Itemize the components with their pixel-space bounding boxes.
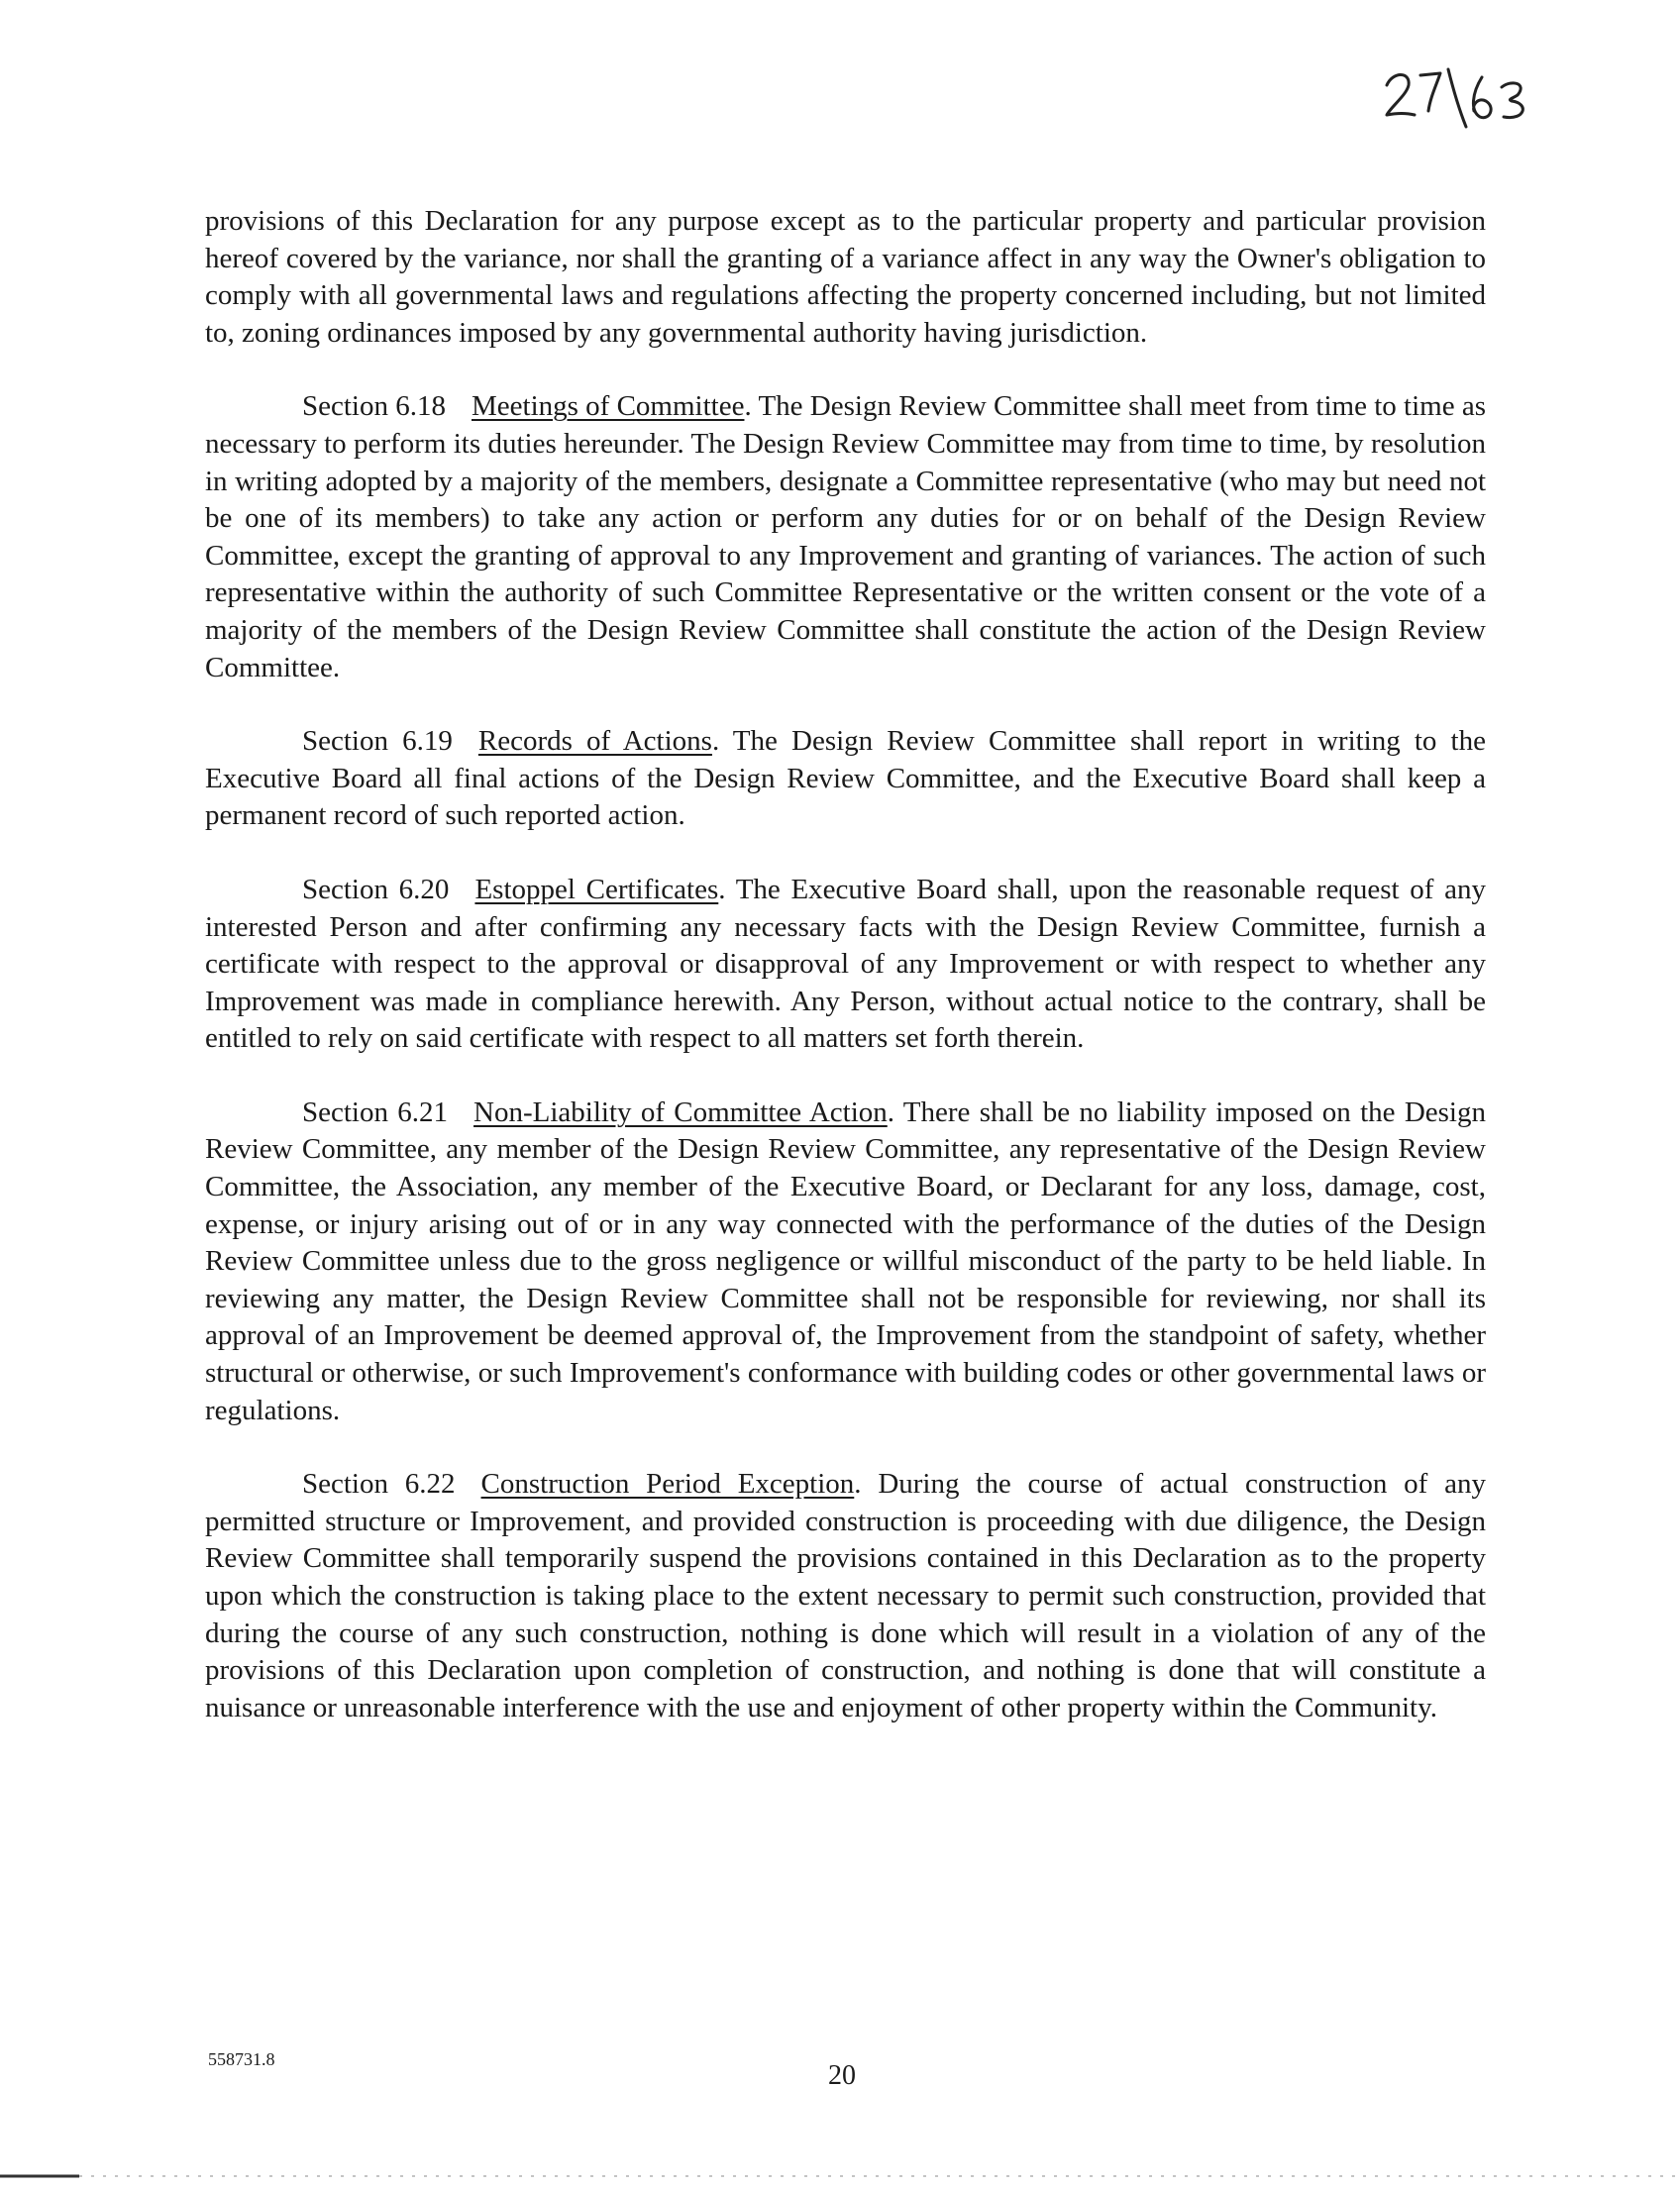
scan-edge-noise [0, 2166, 1680, 2172]
paragraph-text: provisions of this Declaration for any purpose except as to the particular property and particular provision hereof covered by the variance, nor shall the granting of a variance affect in any way the Owner's obligation to comply with all governmental laws and regulations affecting the property concerned including, but not limited to, zoning ordinances imposed by any governmental authority having jurisdiction. [205, 205, 1486, 349]
section-6-21 [205, 1095, 1486, 1429]
section-number: Section 6.19 [302, 725, 453, 758]
section-number: Section 6.22 [302, 1468, 456, 1501]
section-6-20 [205, 872, 1486, 1058]
document-body [205, 203, 1486, 1726]
section-body: . The Design Review Committee shall report in writing to the Executive Board all final actions of the Design Review Committee, and the Executive Board shall keep a permanent record of such reported action. [205, 725, 1486, 832]
section-number: Section 6.20 [302, 873, 450, 905]
section-title: Estoppel Certificates [474, 873, 719, 905]
section-body: . During the course of actual construction of any permitted structure or Improvement, and provided construction is proceeding with due diligence, the Design Review Committee shall temporarily suspend the provisions contained in this Declaration as to the property upon which the construction is taking place to the extent necessary to permit such construction, provided that during the course of any such construction, nothing is done which will result in a violation of any of the provisions of this Declaration upon completion of construction, and nothing is done that will constitute a nuisance or unreasonable interference with the use and enjoyment of other property within the Community. [205, 1468, 1486, 1723]
paragraph-continuation [205, 203, 1486, 352]
section-body: . The Executive Board shall, upon the reasonable request of any interested Person and after confirming any necessary facts with the Design Review Committee, furnish a certificate with respect to the approval or disapproval of any Improvement or with respect to whether any Improvement was made in compliance herewith. Any Person, without actual notice to the contrary, shall be entitled to rely on said certificate with respect to all matters set forth therein. [205, 873, 1486, 1055]
section-title: Records of Actions [477, 725, 712, 758]
footer-page-number: 20 [828, 2060, 856, 2091]
section-6-19 [205, 723, 1486, 835]
section-number: Section 6.18 [302, 390, 446, 423]
section-title: Non-Liability of Committee Action [473, 1096, 888, 1128]
handwriting-icon [1379, 63, 1537, 133]
section-number: Section 6.21 [302, 1096, 449, 1128]
section-body: . The Design Review Committee shall meet from time to time as necessary to perform its duties hereunder. The Design Review Committee may from time to time, by resolution in writing adopted by a majority of the members, designate a Committee representative (who may but need not be one of its members) to take any action or perform any duties for or on behalf of the Design Review Committee, except the granting of approval to any Improvement and granting of variances. The action of such representative within the authority of such Committee Representative or the written consent or the vote of a majority of the members of the Design Review Committee shall constitute the action of the Design Review Committee. [205, 390, 1486, 683]
section-title: Construction Period Exception [480, 1468, 855, 1501]
scan-artifact-icon [0, 2173, 1680, 2179]
section-title: Meetings of Committee [472, 390, 745, 423]
section-body: . There shall be no liability imposed on the Design Review Committee, any member of the Design Review Committee, any representative of the Design Review Committee, the Association, any member of the Executive Board, or Declarant for any loss, damage, cost, expense, or injury arising out of or in any way connected with the performance of the duties of the Design Review Committee unless due to the gross negligence or willful misconduct of the party to be held liable. In reviewing any matter, the Design Review Committee shall not be responsible for reviewing, nor shall its approval of an Improvement be deemed approval of, the Improvement from the standpoint of safety, whether structural or otherwise, or such Improvement's conformance with building codes or other governmental laws or regulations. [205, 1096, 1486, 1426]
footer-document-id: 558731.8 [208, 2049, 275, 2069]
handwritten-page-mark [1379, 63, 1537, 133]
section-6-22 [205, 1466, 1486, 1726]
section-6-18 [205, 388, 1486, 686]
